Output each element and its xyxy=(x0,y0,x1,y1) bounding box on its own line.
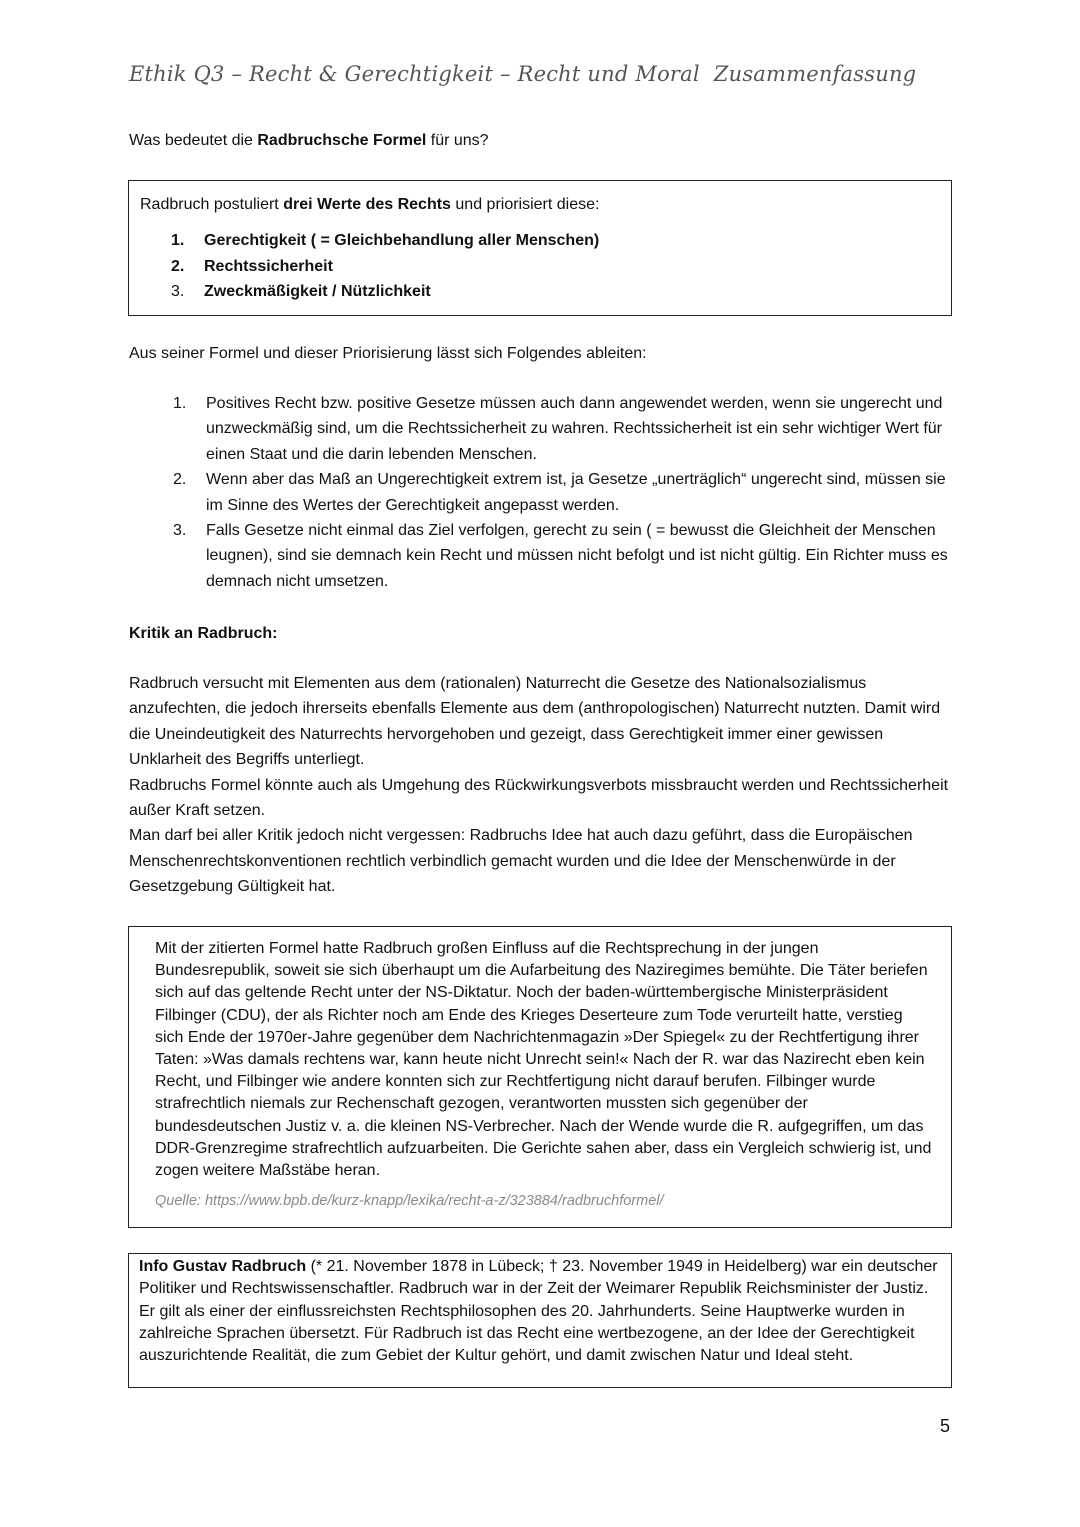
values-intro-bold: drei Werte des Rechts xyxy=(283,196,451,213)
value-label: Gerechtigkeit ( = Gleichbehandlung aller Menschen) xyxy=(204,232,600,249)
info-body: (* 21. November 1878 in Lübeck; † 23. November 1949 in Heidelberg) war ein deutscher Politiker und Rechtswissenschaftler. Radbruch war in der Zeit der Weimarer Republik Reichsminister der Justiz. Er gilt als einer der einflussreichsten Rechtsphilosophen des 20. Jahrhunderts. Seine Hauptwerke wurden in zahlreiche Sprachen übersetzt. Für Radbruch ist das Recht eine wertbezogene, an der Idee der Gerechtigkeit auszurichtende Realität, die zum Gebiet der Kultur gehört, und damit zwischen Natur und Ideal steht. xyxy=(139,1258,938,1365)
derive-intro: Aus seiner Formel und dieser Priorisierung lässt sich Folgendes ableiten: xyxy=(129,345,647,362)
list-number: 3. xyxy=(171,283,185,300)
derive-list xyxy=(0,391,966,594)
kritik-heading: Kritik an Radbruch: xyxy=(129,625,278,642)
list-number: 2. xyxy=(173,471,187,489)
info-text xyxy=(139,1256,947,1367)
info-bold: Info Gustav Radbruch xyxy=(139,1258,307,1275)
kritik-paragraph: Radbruchs Formel könnte auch als Umgehung des Rückwirkungsverbots missbraucht werden und Rechtssicherheit außer Kraft setzen. xyxy=(129,776,949,820)
page-header xyxy=(129,62,916,86)
derive-text: Falls Gesetze nicht einmal das Ziel verfolgen, gerecht zu sein ( = bewusst die Gleichheit der Menschen leugnen), sind sie demnach kein Recht und müssen nicht befolgt und ist nicht gültig. Ein Richter muss es demnach nicht umsetzen. xyxy=(206,522,948,590)
info-box xyxy=(128,1253,952,1388)
list-number: 1. xyxy=(171,232,185,249)
question-suffix: für uns? xyxy=(426,132,489,149)
values-list xyxy=(129,228,599,305)
list-number: 2. xyxy=(171,257,185,275)
quote-source: Quelle: https://www.bpb.de/kurz-knapp/lexika/recht-a-z/323884/radbruchformel/ xyxy=(155,1193,664,1209)
derive-item xyxy=(0,467,966,518)
section-question xyxy=(129,128,489,153)
quote-text: Mit der zitierten Formel hatte Radbruch großen Einfluss auf die Rechtsprechung in der jungen Bundesrepublik, soweit sie sich überhaupt um die Aufarbeitung des Naziregimes bemühte. Die Täter beriefen sich auf das geltende Recht unter der NS-Diktatur. Noch der baden-württembergische Ministerpräsident Filbinger (CDU), der als Richter noch am Ende des Krieges Deserteure zum Tode verurteilt hatte, verstieg sich Ende der 1970er-Jahre gegenüber dem Nachrichtenmagazin »Der Spiegel« zu der Rechtfertigung ihrer Taten: »Was damals rechtens war, kann heute nicht Unrecht sein!« Nach der R. war das Nazirecht eben kein Recht, und Filbinger wie andere konnten sich zur Rechtfertigung nicht darauf berufen. Filbinger wurde strafrechtlich niemals zur Rechenschaft gezogen, verantworten mussten sich gegenüber der bundesdeutschen Justiz v. a. die kleinen NS-Verbrecher. Nach der Wende wurde die R. aufgegriffen, um das DDR-Grenzregime strafrechtlich aufzuarbeiten. Die Gerichte sahen aber, dass ein Vergleich schwierig ist, und zogen weitere Maßstäbe heran. xyxy=(155,940,932,1180)
page-number: 5 xyxy=(940,1416,951,1436)
derive-text: Wenn aber das Maß an Ungerechtigkeit extrem ist, ja Gesetze „unerträglich“ ungerecht sind, müssen sie im Sinne des Wertes der Gerechtigkeit angepasst werden. xyxy=(206,471,946,514)
derive-item xyxy=(0,518,966,594)
kritik-paragraph: Man darf bei aller Kritik jedoch nicht vergessen: Radbruchs Idee hat auch dazu geführt, dass die Europäischen Menschenrechtskonventionen rechtlich verbindlich gemacht wurden und die Idee der Menschenwürde in der Gesetzgebung Gültigkeit hat. xyxy=(129,827,913,896)
value-item xyxy=(129,254,599,280)
kritik-body xyxy=(129,671,959,900)
derive-item xyxy=(0,391,966,467)
values-box xyxy=(128,180,952,316)
derive-text: Positives Recht bzw. positive Gesetze müssen auch dann angewendet werden, wenn sie ungerecht und unzweckmäßig sind, um die Rechtssicherheit zu wahren. Rechtssicherheit ist ein sehr wichtiger Wert für einen Staat und die darin lebenden Menschen. xyxy=(206,395,943,463)
header-title: Ethik Q3 – Recht & Gerechtigkeit – Recht und Moral xyxy=(129,62,700,86)
values-intro xyxy=(140,192,599,217)
question-text: Was bedeutet die xyxy=(129,132,258,149)
value-label: Rechtssicherheit xyxy=(204,257,333,275)
quote-box xyxy=(128,926,952,1228)
values-intro-suffix: und priorisiert diese: xyxy=(450,196,600,213)
value-item xyxy=(129,279,599,305)
values-intro-text: Radbruch postuliert xyxy=(140,196,284,213)
value-label: Zweckmäßigkeit / Nützlichkeit xyxy=(204,283,431,300)
value-item xyxy=(129,228,599,254)
header-subtitle: Zusammenfassung xyxy=(713,62,917,86)
kritik-paragraph: Radbruch versucht mit Elementen aus dem (rationalen) Naturrecht die Gesetze des Nationalsozialismus anzufechten, die jedoch ihrerseits ebenfalls Elemente aus dem (anthropologischen) Naturrecht nutzten. Damit wird die Uneindeutigkeit des Naturrechts hervorgehoben und gezeigt, dass Gerechtigkeit immer einer gewissen Unklarheit des Begriffs unterliegt. xyxy=(129,675,941,769)
question-bold: Radbruchsche Formel xyxy=(257,132,427,149)
list-number: 1. xyxy=(173,395,187,412)
list-number: 3. xyxy=(173,522,187,540)
